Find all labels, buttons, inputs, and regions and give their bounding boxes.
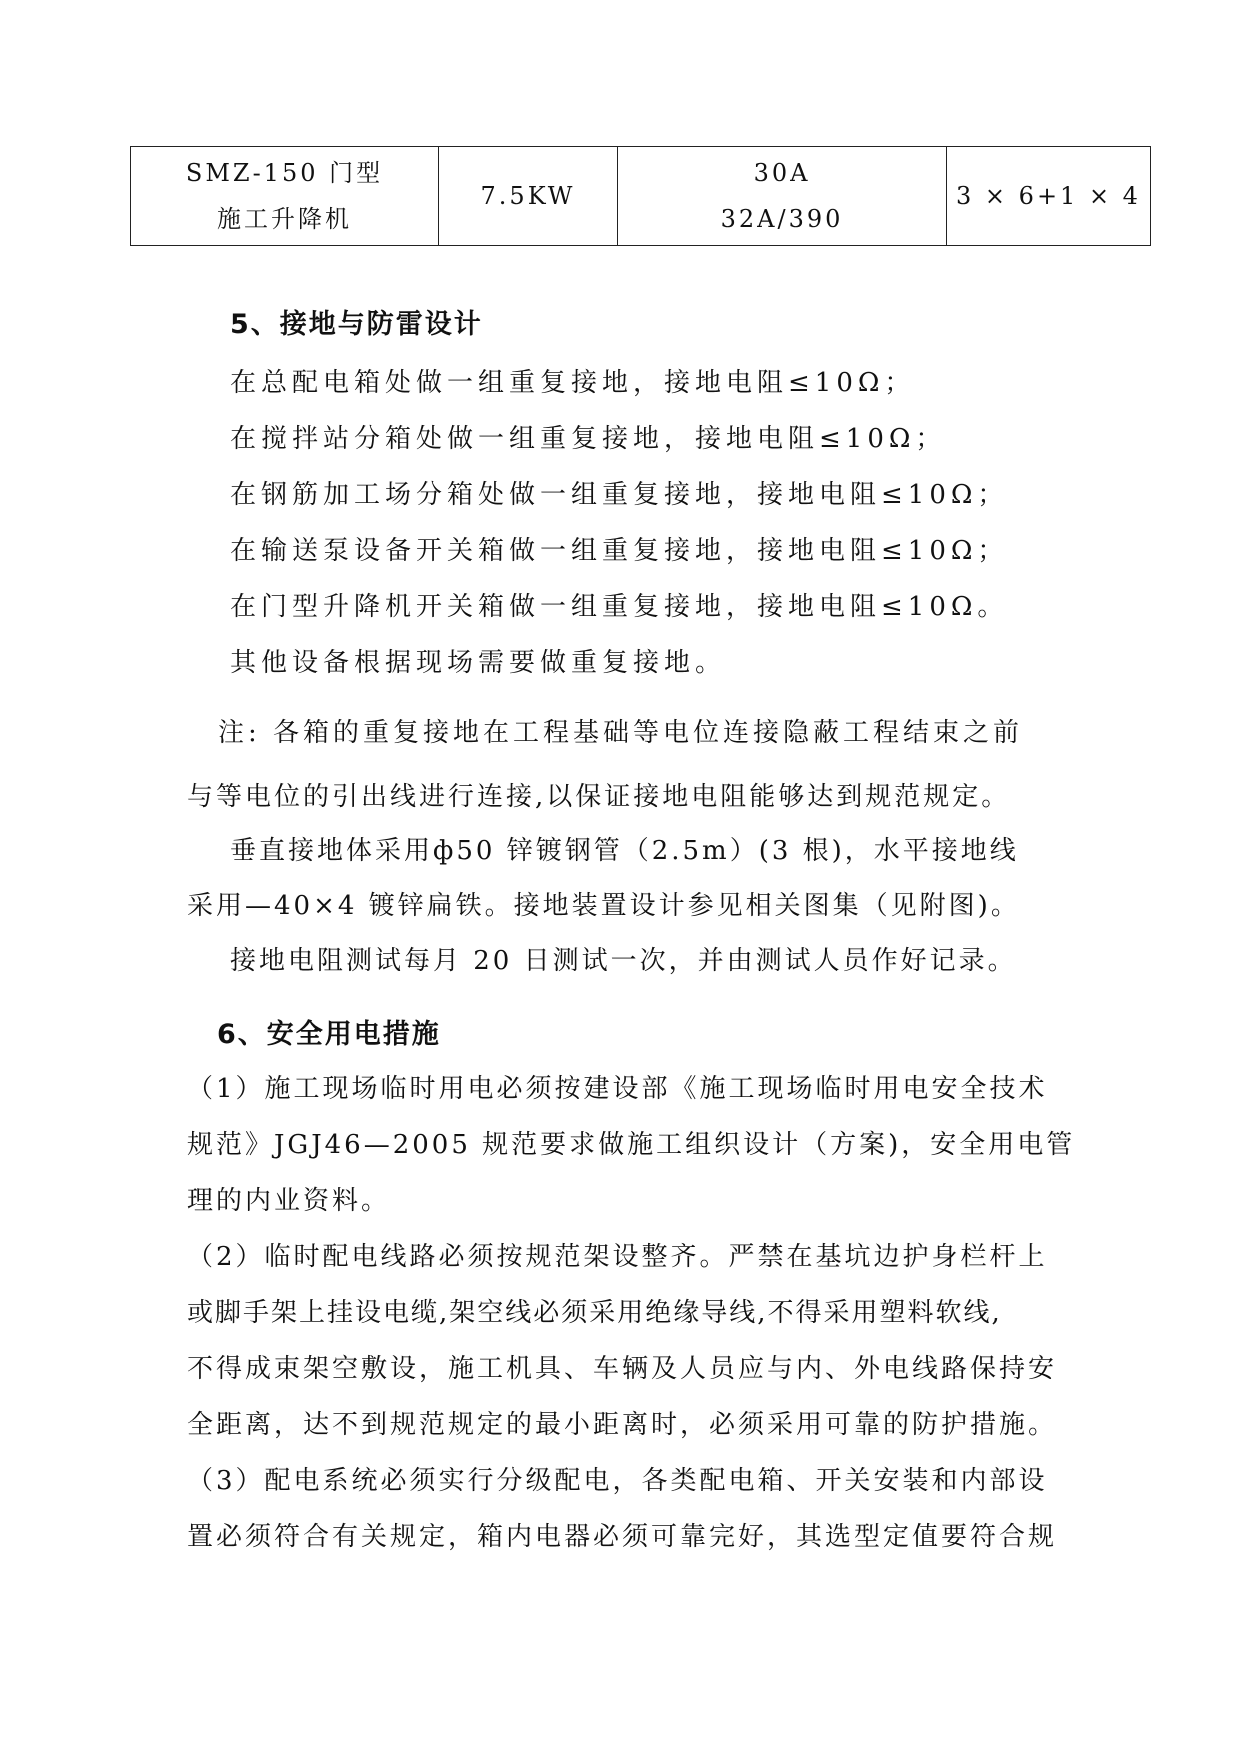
paragraph-line: 在钢筋加工场分箱处做一组重复接地，接地电阻≤10Ω； (230, 480, 1009, 510)
paragraph-line: 采用—40×4 镀锌扁铁。接地装置设计参见相关图集（见附图)。 (187, 891, 1020, 921)
paragraph-line: 不得成束架空敷设，施工机具、车辆及人员应与内、外电线路保持安 (187, 1354, 1058, 1384)
power-value: 7.5KW (480, 182, 576, 210)
current-line: 30A (753, 159, 811, 187)
table-row (131, 147, 1151, 246)
paragraph-line: 全距离，达不到规范规定的最小距离时，必须采用可靠的防护措施。 (187, 1410, 1058, 1440)
paragraph-line: （2）临时配电线路必须按规范架设整齐。严禁在基坑边护身栏杆上 (187, 1242, 1048, 1272)
paragraph-line: （1）施工现场临时用电必须按建设部《施工现场临时用电安全技术 (187, 1074, 1048, 1104)
section-heading: 5、接地与防雷设计 (230, 309, 483, 340)
paragraph-line: 或脚手架上挂设电缆,架空线必须采用绝缘导线,不得采用塑料软线, (187, 1298, 1002, 1328)
section-heading: 6、安全用电措施 (217, 1019, 441, 1050)
paragraph-line: （3）配电系统必须实行分级配电，各类配电箱、开关安装和内部设 (187, 1466, 1048, 1496)
equipment-model-line: 施工升降机 (217, 205, 352, 233)
equipment-table (130, 146, 1151, 246)
paragraph-line: 垂直接地体采用ф50 锌镀钢管（2.5m）(3 根)，水平接地线 (230, 836, 1019, 866)
paragraph-line: 置必须符合有关规定，箱内电器必须可靠完好，其选型定值要符合规 (187, 1522, 1058, 1552)
cable-cell (947, 147, 1151, 246)
paragraph-line: 规范》JGJ46—2005 规范要求做施工组织设计（方案)，安全用电管 (187, 1130, 1076, 1160)
note-line: 与等电位的引出线进行连接,以保证接地电阻能够达到规范规定。 (187, 782, 1011, 812)
power-cell (439, 147, 618, 246)
equipment-model-cell (131, 147, 439, 246)
current-line: 32A/390 (720, 205, 844, 233)
paragraph-line: 在搅拌站分箱处做一组重复接地，接地电阻≤10Ω； (230, 424, 947, 454)
equipment-model-line: SMZ-150 门型 (185, 159, 384, 187)
paragraph-line: 在门型升降机开关箱做一组重复接地，接地电阻≤10Ω。 (230, 592, 1009, 622)
paragraph-line: 理的内业资料。 (187, 1186, 391, 1216)
paragraph-line: 接地电阻测试每月 20 日测试一次，并由测试人员作好记录。 (230, 946, 1017, 976)
cable-spec: 3 × 6+1 × 4 (956, 182, 1141, 210)
paragraph-line: 在总配电箱处做一组重复接地，接地电阻≤10Ω； (230, 368, 916, 398)
paragraph-line: 其他设备根据现场需要做重复接地。 (230, 648, 727, 678)
note-line: 注: 各箱的重复接地在工程基础等电位连接隐蔽工程结束之前 (218, 718, 1024, 748)
current-cell (618, 147, 947, 246)
paragraph-line: 在输送泵设备开关箱做一组重复接地，接地电阻≤10Ω； (230, 536, 1009, 566)
